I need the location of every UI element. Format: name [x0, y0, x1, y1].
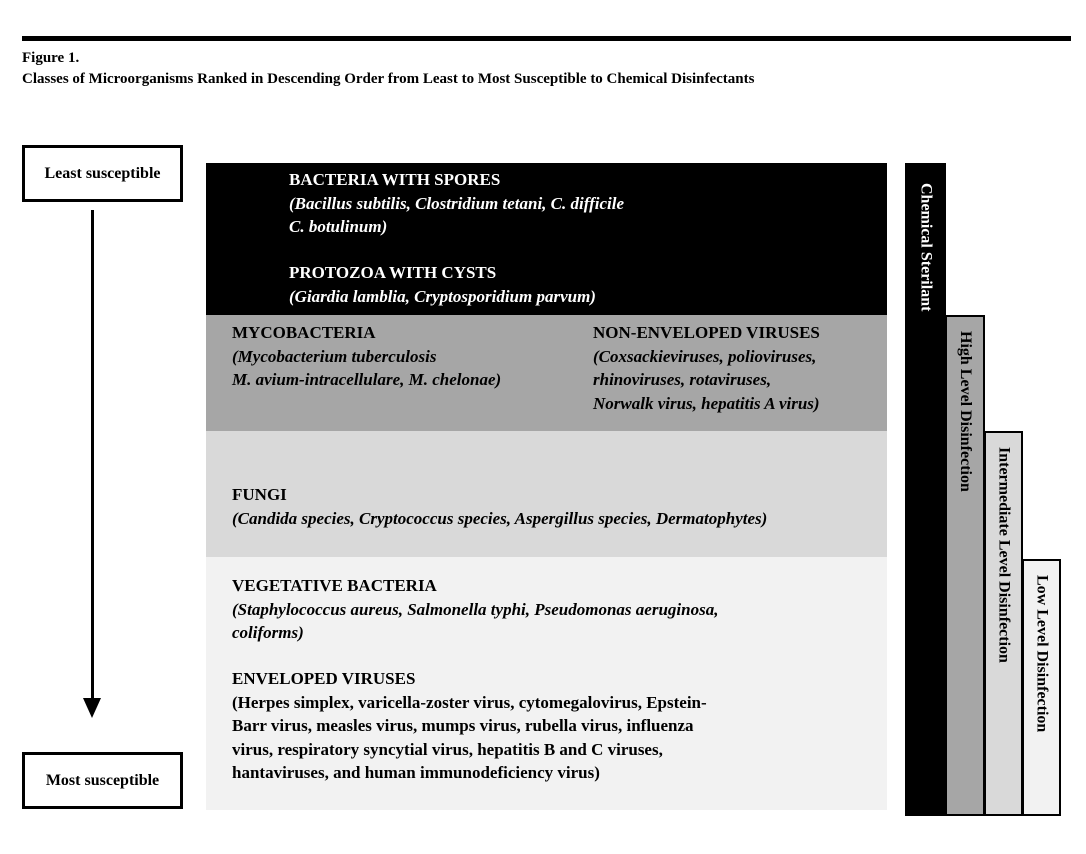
group-non-enveloped-viruses — [593, 321, 820, 415]
group-examples: Barr virus, measles virus, mumps virus, rubella virus, influenza — [232, 716, 694, 735]
group-examples: (Coxsackieviruses, polioviruses, — [593, 346, 817, 366]
most-susceptible-label: Most susceptible — [45, 771, 160, 789]
group-examples: C. botulinum) — [289, 217, 388, 236]
level-bar-chemical-sterilant — [905, 163, 946, 816]
group-title: ENVELOPED VIRUSES — [232, 669, 416, 688]
level-bar-intermediate — [984, 431, 1023, 816]
down-arrow-icon — [83, 698, 101, 718]
group-protozoa-with-cysts — [289, 261, 596, 308]
group-examples: (Candida species, Cryptococcus species, Aspergillus species, Dermatophytes) — [232, 508, 768, 528]
group-examples: rhinoviruses, rotaviruses, — [593, 370, 772, 389]
group-examples: (Giardia lamblia, Cryptosporidium parvum) — [289, 286, 596, 306]
level-label: High Level Disinfection — [957, 331, 974, 492]
level-label: Chemical Sterilant — [917, 183, 935, 312]
level-label: Intermediate Level Disinfection — [995, 447, 1013, 663]
top-rule — [22, 36, 1071, 41]
figure-caption: Classes of Microorganisms Ranked in Descending Order from Least to Most Susceptible to Chemical Disinfectants — [22, 71, 755, 87]
group-examples: (Mycobacterium tuberculosis — [232, 346, 437, 366]
group-mycobacteria — [232, 321, 501, 392]
group-title: MYCOBACTERIA — [232, 323, 376, 342]
group-examples: M. avium-intracellulare, M. chelonae) — [232, 370, 502, 389]
figure-label: Figure 1. — [22, 50, 80, 66]
group-title: FUNGI — [232, 485, 287, 504]
group-title: NON-ENVELOPED VIRUSES — [593, 323, 820, 342]
group-examples: hantaviruses, and human immunodeficiency virus) — [232, 763, 600, 782]
group-examples: (Herpes simplex, varicella-zoster virus, cytomegalovirus, Epstein- — [232, 692, 707, 712]
level-bar-high — [945, 315, 985, 816]
group-vegetative-bacteria — [232, 574, 718, 645]
group-title: PROTOZOA WITH CYSTS — [289, 263, 497, 282]
group-examples: (Staphylococcus aureus, Salmonella typhi, Pseudomonas aeruginosa, — [232, 599, 719, 619]
group-enveloped-viruses — [232, 667, 707, 785]
group-fungi — [232, 483, 767, 530]
group-examples: (Bacillus subtilis, Clostridium tetani, C. difficile — [289, 193, 625, 213]
group-bacteria-with-spores — [289, 168, 624, 239]
group-examples: coliforms) — [232, 623, 304, 642]
group-examples: Norwalk virus, hepatitis A virus) — [593, 393, 820, 413]
most-susceptible-box — [22, 752, 183, 809]
group-title: BACTERIA WITH SPORES — [289, 170, 501, 189]
group-examples: virus, respiratory syncytial virus, hepatitis B and C viruses, — [232, 739, 663, 759]
least-susceptible-box — [22, 145, 183, 202]
least-susceptible-label: Least susceptible — [44, 164, 161, 182]
level-label: Low Level Disinfection — [1033, 575, 1051, 733]
group-title: VEGETATIVE BACTERIA — [232, 576, 437, 595]
level-bar-low — [1022, 559, 1061, 816]
susceptibility-arrow-shaft — [91, 210, 94, 702]
